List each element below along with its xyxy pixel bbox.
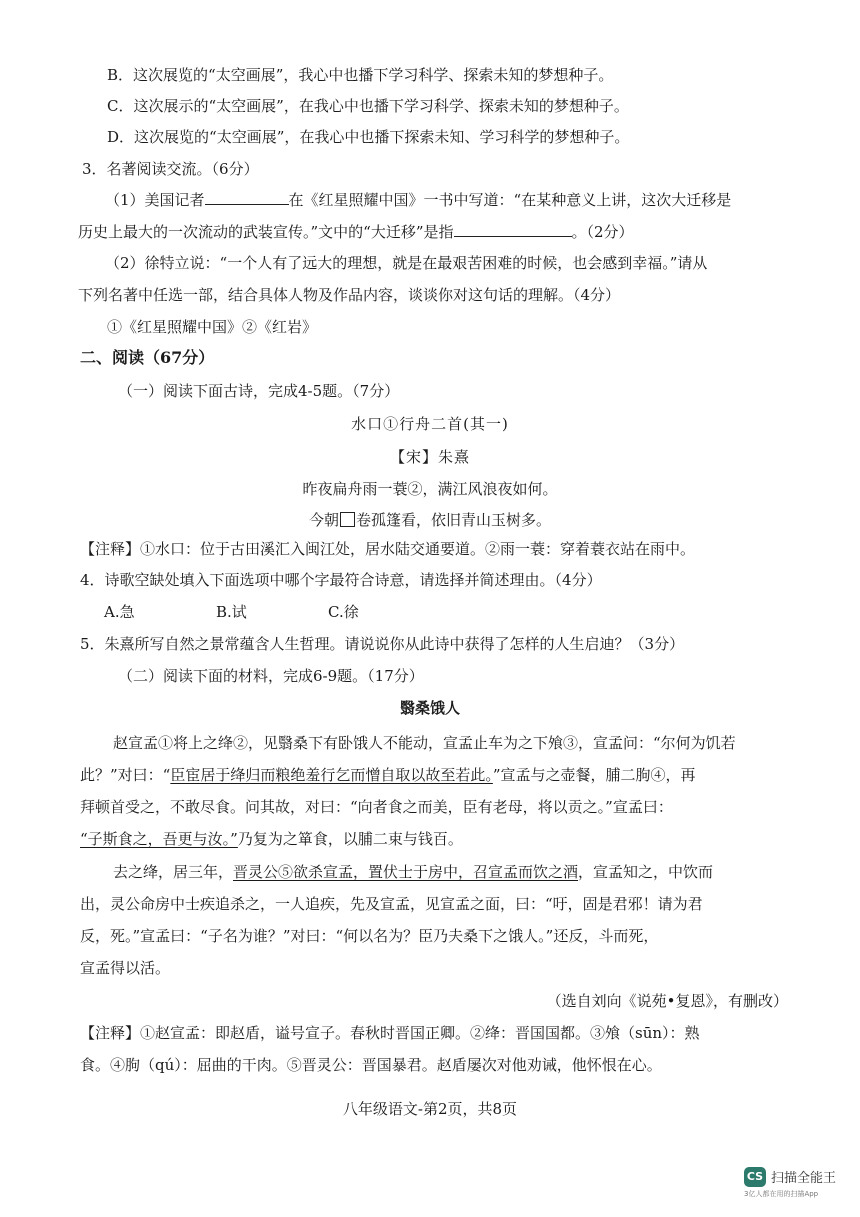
q3-part1-line1 <box>105 188 731 211</box>
q3-part1-line2 <box>78 220 634 243</box>
essay-line-2-end: ”宣孟与之壶餐，脯二朐④，再 <box>492 766 696 784</box>
essay-line-2 <box>80 764 696 786</box>
essay-annotation-2: 食。④朐（qú）：屈曲的干肉。⑤晋灵公：晋国暴君。赵盾屡次对他劝诫，他怀恨在心。 <box>80 1056 662 1074</box>
missing-character-box <box>340 512 355 527</box>
q3-title: 3．名著阅读交流。（6分） <box>82 160 259 178</box>
essay-line-4 <box>80 828 463 850</box>
essay-line-1: 赵宣孟①将上之绛②，见翳桑下有卧饿人不能动，宣孟止车为之下飧③，宣孟问：“尔何为饥若 <box>113 734 736 752</box>
q3-book-list: ①《红星照耀中国》②《红岩》 <box>107 318 318 336</box>
poem-annotation: 【注释】①水口：位于古田溪汇入闽江处，居水陆交通要道。②雨一蓑：穿着蓑衣站在雨中。 <box>80 540 696 558</box>
q4-option-b: B.试 <box>216 603 247 621</box>
answer-blank-migration[interactable] <box>454 220 572 237</box>
poem-line-2 <box>0 509 860 531</box>
page-footer: 八年级语文-第2页，共8页 <box>342 1100 518 1118</box>
essay-line-3: 拜顿首受之，不敢尽食。问其故，对曰：“向者食之而美，臣有老母，将以贡之。”宣孟曰： <box>80 798 673 816</box>
essay-title: 翳桑饿人 <box>399 699 460 717</box>
q3-p1-score: 。（2分） <box>571 223 634 241</box>
answer-blank-reporter[interactable] <box>205 188 289 205</box>
q3-p1-prefix: （1）美国记者 <box>105 191 205 209</box>
q3-part2-line1: （2）徐特立说：“一个人有了远大的理想，就是在最艰苦困难的时候，也会感到幸福。”请从 <box>105 254 708 272</box>
q4-option-c: C.徐 <box>328 603 359 621</box>
essay-line-4-end: 乃复为之箪食，以脯二束与钱百。 <box>237 830 463 848</box>
essay-annotation-1: 【注释】①赵宣孟：即赵盾，谥号宣子。春秋时晋国正卿。②绛：晋国国都。③飧（sūn）：熟 <box>80 1024 700 1042</box>
essay-line-7: 反，死。”宣孟曰：“子名为谁？”对曰：“何以名为？臣乃夫桑下之饿人。”还反，斗而死， <box>80 927 659 945</box>
poem-line-1: 昨夜扁舟雨一蓑②，满江风浪夜如何。 <box>302 480 558 498</box>
essay-line-2-start: 此？”对曰：“ <box>80 766 171 784</box>
q3-p1-rest: 在《红星照耀中国》一书中写道：“在某种意义上讲，这次大迁移是 <box>288 191 732 209</box>
essay-line-6: 出，灵公命房中士疾追杀之，一人追疾，先及宣孟，见宣孟之面，曰：“吁，固是君邪！请为君 <box>80 895 703 913</box>
option-c: C．这次展示的“太空画展”，在我心中也播下学习科学、探索未知的梦想种子。 <box>107 97 629 115</box>
essay-line-8: 宣孟得以活。 <box>80 959 171 977</box>
q4-option-a: A.急 <box>104 603 135 621</box>
scanner-tagline: 3亿人都在用的扫描App <box>744 1190 819 1198</box>
camscanner-icon: CS <box>744 1167 766 1187</box>
poem-line-2-end: 卷孤篷看，依旧青山玉树多。 <box>356 511 552 529</box>
part1-intro: （一）阅读下面古诗，完成4-5题。（7分） <box>118 382 400 400</box>
poem-title: 水口①行舟二首(其一) <box>351 415 509 433</box>
q3-p1-cont: 历史上最大的一次流动的武装宣传。”文中的“大迁移”是指 <box>78 223 454 241</box>
option-b: B．这次展览的“太空画展”，我心中也播下学习科学、探索未知的梦想种子。 <box>107 66 614 84</box>
essay-line-5-start: 去之绛，居三年， <box>113 863 234 881</box>
q3-part2-line2: 下列名著中任选一部，结合具体人物及作品内容，谈谈你对这句话的理解。（4分） <box>78 286 621 304</box>
scanner-app-name: 扫描全能王 <box>771 1171 837 1186</box>
option-d: D．这次展览的“太空画展”，在我心中也播下探索未知、学习科学的梦想种子。 <box>107 128 630 146</box>
part2-intro: （二）阅读下面的材料，完成6-9题。（17分） <box>118 667 424 685</box>
poem-line-2-start: 今朝 <box>308 511 339 529</box>
section-heading: 二、阅读（67分） <box>80 348 215 367</box>
poem-author: 【宋】朱熹 <box>389 448 470 466</box>
underlined-sentence-2: “子斯食之，吾更与汝。” <box>80 830 238 848</box>
essay-line-5 <box>113 861 713 883</box>
underlined-sentence-3: 晋灵公⑤欲杀宣孟，置伏士于房中，召宣孟而饮之酒 <box>233 863 579 881</box>
question-4: 4．诗歌空缺处填入下面选项中哪个字最符合诗意，请选择并简述理由。（4分） <box>80 571 602 589</box>
essay-source: （选自刘向《说苑•复恩》，有删改） <box>546 992 788 1010</box>
question-5: 5．朱熹所写自然之景常蕴含人生哲理。请说说你从此诗中获得了怎样的人生启迪？（3分） <box>80 635 685 653</box>
scanner-watermark <box>744 1165 844 1203</box>
essay-line-5-end: ，宣孟知之，中饮而 <box>578 863 714 881</box>
underlined-sentence-1: 臣宦居于绛归而粮绝羞行乞而憎自取以故至若此。 <box>170 766 493 784</box>
